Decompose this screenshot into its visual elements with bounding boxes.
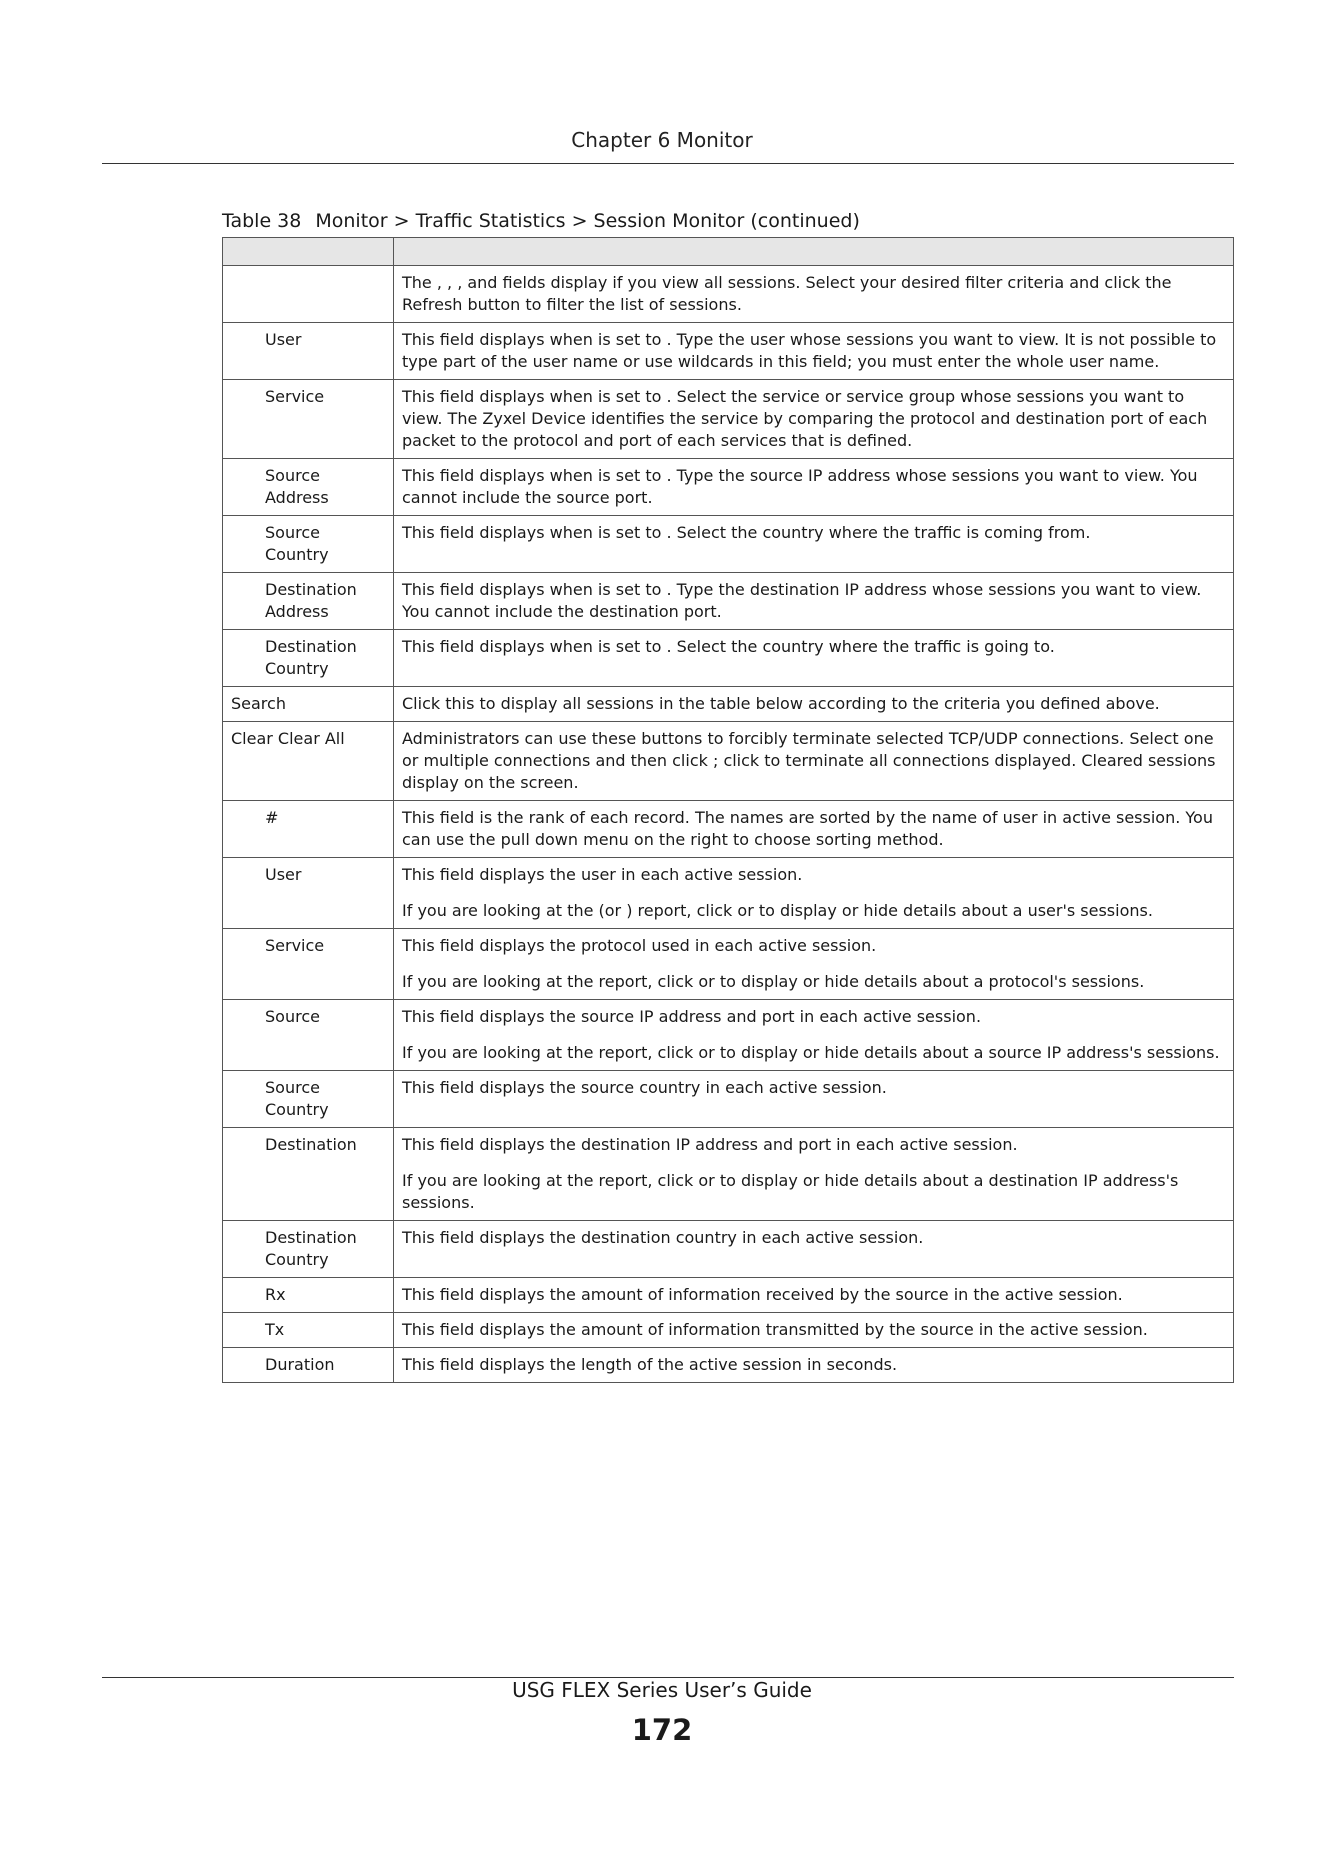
table-row (223, 1000, 1234, 1071)
field-label: Source Address (223, 459, 394, 516)
field-label: Source Country (223, 516, 394, 573)
field-label: Rx (223, 1278, 394, 1313)
field-label: Service (223, 380, 394, 459)
table-row (223, 929, 1234, 1000)
table-row (223, 687, 1234, 722)
table-row (223, 1071, 1234, 1128)
field-label: # (223, 801, 394, 858)
page-number: 172 (631, 1713, 693, 1747)
field-description: This field is the rank of each record. The names are sorted by the name of user in active session. You can use the pull down menu on the right to choose sorting method. (394, 801, 1234, 858)
table-caption (222, 210, 860, 232)
field-label: Search (223, 687, 394, 722)
field-label: Tx (223, 1313, 394, 1348)
field-label: Destination Country (223, 630, 394, 687)
field-description: This field displays when is set to . Type the source IP address whose sessions you want to view. You cannot include the source port. (394, 459, 1234, 516)
field-description: This field displays when is set to . Select the country where the traffic is going to. (394, 630, 1234, 687)
label-column-header (223, 238, 394, 266)
footer-guide-title: USG FLEX Series User’s Guide (512, 1678, 812, 1702)
chapter-header: Chapter 6 Monitor (571, 128, 753, 152)
table-row (223, 858, 1234, 929)
table-row (223, 459, 1234, 516)
table-row (223, 722, 1234, 801)
description-column-header (394, 238, 1234, 266)
field-description: This field displays the amount of information received by the source in the active session. (394, 1278, 1234, 1313)
table-row (223, 266, 1234, 323)
field-description: This field displays the destination country in each active session. (394, 1221, 1234, 1278)
field-description: This field displays when is set to . Select the service or service group whose sessions you want to view. The Zyxel Device identifies the service by comparing the protocol and destination port of each packet to the protocol and port of each services that is defined. (394, 380, 1234, 459)
table-row (223, 1128, 1234, 1221)
field-description: Click this to display all sessions in the table below according to the criteria you defined above. (394, 687, 1234, 722)
table-row (223, 323, 1234, 380)
field-description: The , , , and fields display if you view all sessions. Select your desired filter criteria and click the Refresh button to filter the list of sessions. (394, 266, 1234, 323)
table-row (223, 1278, 1234, 1313)
table-title: Monitor > Traffic Statistics > Session Monitor (continued) (315, 210, 860, 232)
field-description: Administrators can use these buttons to forcibly terminate selected TCP/UDP connections. Select one or multiple connections and then click ; click to terminate all connections displayed. Cleared sessions display on the screen. (394, 722, 1234, 801)
table-row (223, 1221, 1234, 1278)
field-description: This field displays when is set to . Select the country where the traffic is coming from. (394, 516, 1234, 573)
table-row (223, 630, 1234, 687)
table-row (223, 573, 1234, 630)
table-row (223, 1313, 1234, 1348)
field-description: This field displays when is set to . Type the destination IP address whose sessions you want to view. You cannot include the destination port. (394, 573, 1234, 630)
field-description: This field displays the amount of information transmitted by the source in the active session. (394, 1313, 1234, 1348)
field-label: User (223, 323, 394, 380)
field-description-table (222, 237, 1234, 1383)
field-description: This field displays the destination IP address and port in each active session. If you are looking at the report, click or to display or hide details about a destination IP address's sessions. (394, 1128, 1234, 1221)
field-description: This field displays the source IP address and port in each active session. If you are looking at the report, click or to display or hide details about a source IP address's sessions. (394, 1000, 1234, 1071)
field-description: This field displays the length of the active session in seconds. (394, 1348, 1234, 1383)
field-label: Duration (223, 1348, 394, 1383)
header-divider (102, 163, 1234, 164)
field-description: This field displays the source country in each active session. (394, 1071, 1234, 1128)
table-number: Table 38 (222, 210, 302, 232)
table-row (223, 380, 1234, 459)
field-label: Destination (223, 1128, 394, 1221)
field-description: This field displays the protocol used in each active session. If you are looking at the report, click or to display or hide details about a protocol's sessions. (394, 929, 1234, 1000)
field-description: This field displays the user in each active session. If you are looking at the (or ) report, click or to display or hide details about a user's sessions. (394, 858, 1234, 929)
field-label: Destination Country (223, 1221, 394, 1278)
field-label: Source Country (223, 1071, 394, 1128)
table-header-row (223, 238, 1234, 266)
table-row (223, 516, 1234, 573)
field-label (223, 266, 394, 323)
field-label: Clear Clear All (223, 722, 394, 801)
table-row (223, 801, 1234, 858)
field-description: This field displays when is set to . Type the user whose sessions you want to view. It is not possible to type part of the user name or use wildcards in this field; you must enter the whole user name. (394, 323, 1234, 380)
table-row (223, 1348, 1234, 1383)
field-label: Source (223, 1000, 394, 1071)
field-label: Service (223, 929, 394, 1000)
field-label: Destination Address (223, 573, 394, 630)
field-label: User (223, 858, 394, 929)
